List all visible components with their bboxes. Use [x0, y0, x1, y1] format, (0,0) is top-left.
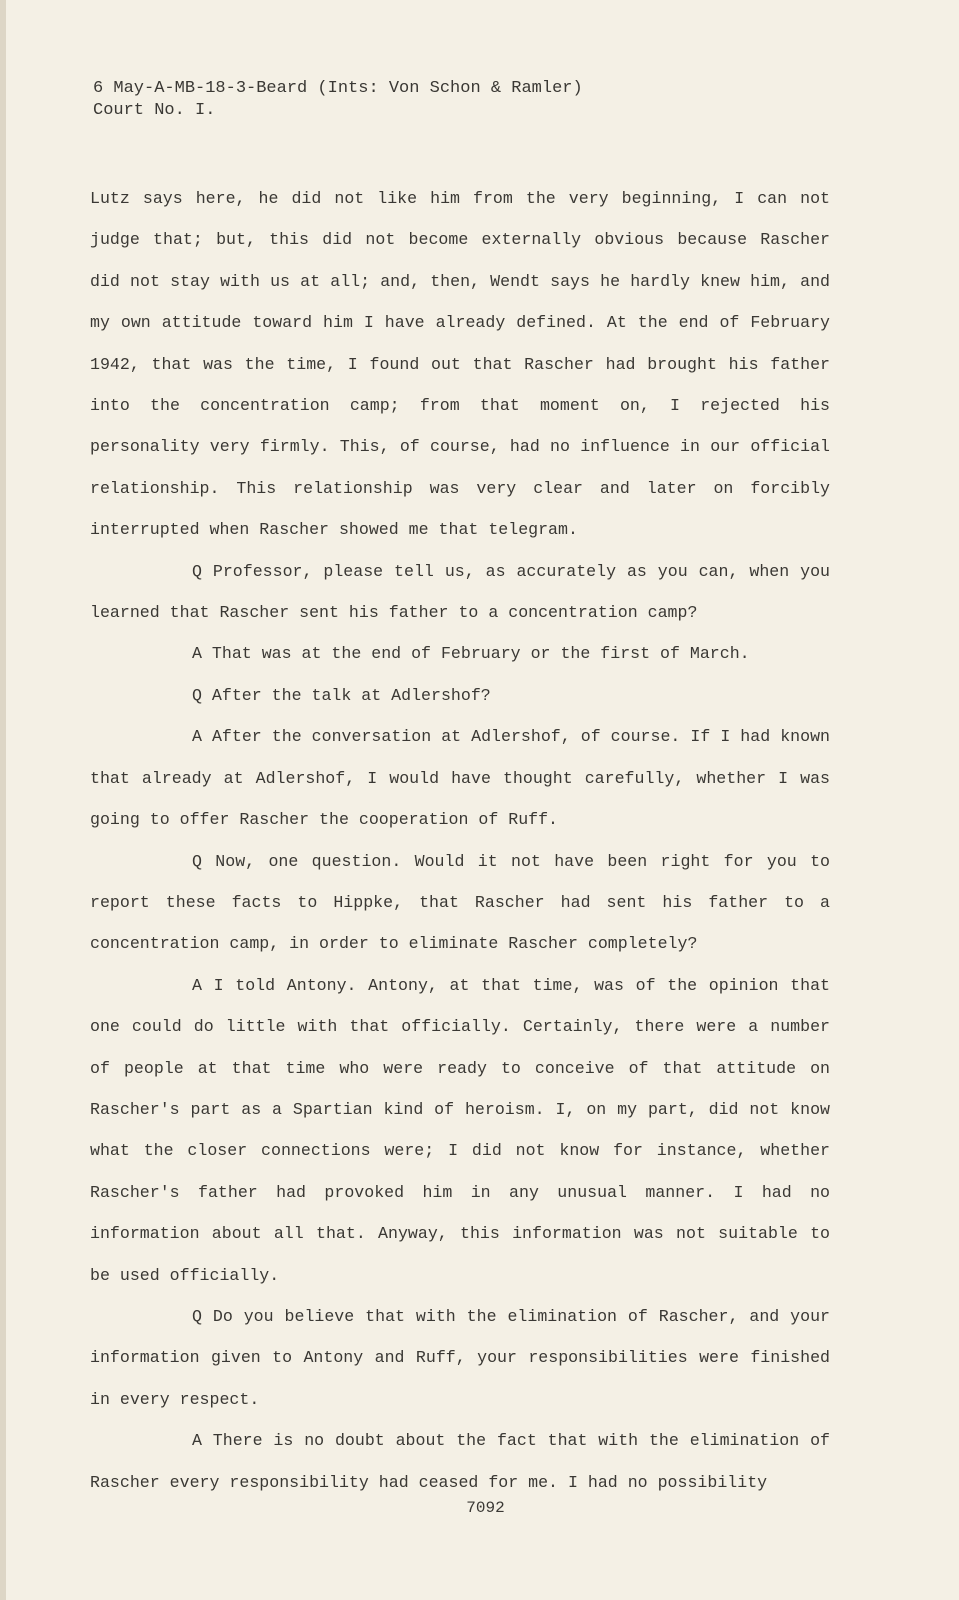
paragraph-testimony: Lutz says here, he did not like him from the very beginning, I can not judge that; but, this did not become externally obvious because Rascher did not stay with us at all; and, then, Wendt says he hardly knew him, and my own attitude toward him I have already defined. At the end of February 1942, that was the time, I found out that Rascher had brought his father into the concentration camp; from that moment on, I rejected his personality very firmly. This, of course, had no influence in our official relationship. This relationship was very clear and later on forcibly interrupted when Rascher showed me that telegram. — [90, 189, 830, 540]
header-court-line: Court No. I. — [93, 101, 216, 120]
transcript-body — [90, 178, 830, 1503]
page-number: 7092 — [466, 1499, 505, 1517]
paragraph-question: Q Now, one question. Would it not have been right for you to report these facts to Hippke, that Rascher had sent his father to a concentration camp, in order to eliminate Rascher completely? — [90, 851, 830, 954]
header-case-line: 6 May-A-MB-18-3-Beard (Ints: Von Schon & Ramler) — [93, 79, 583, 98]
paragraph-answer: A I told Antony. Antony, at that time, was of the opinion that one could do little with that officially. Certainly, there were a number of people at that time who were ready to conceive of that attitude on Rascher's part as a Spartian kind of heroism. I, on my part, did not know what the closer connections were; I did not know for instance, whether Rascher's father had provoked him in any unusual manner. I had no information about all that. Anyway, this information was not suitable to be used officially. — [90, 975, 830, 1285]
paragraph-answer: A That was at the end of February or the first of March. — [192, 644, 750, 664]
document-header — [93, 78, 583, 122]
paragraph-answer: A There is no doubt about the fact that with the elimination of Rascher every responsibility had ceased for me. I had no possibility — [90, 1431, 830, 1492]
paragraph-answer: A After the conversation at Adlershof, of course. If I had known that already at Adlershof, I would have thought carefully, whether I was going to offer Rascher the cooperation of Ruff. — [90, 727, 830, 830]
paragraph-question: Q After the talk at Adlershof? — [192, 685, 491, 705]
paragraph-question: Q Do you believe that with the elimination of Rascher, and your information given to Antony and Ruff, your responsibilities were finished in every respect. — [90, 1306, 830, 1409]
paragraph-question: Q Professor, please tell us, as accurately as you can, when you learned that Rascher sent his father to a concentration camp? — [90, 561, 830, 623]
